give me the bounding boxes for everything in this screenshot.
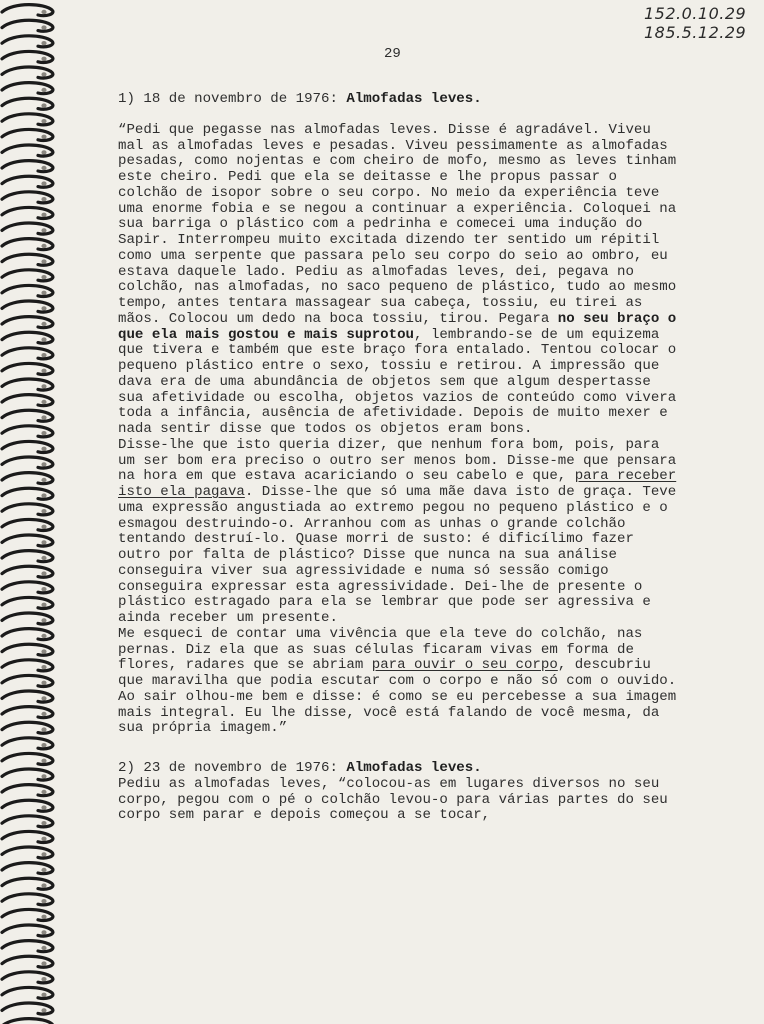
punch-hole (41, 727, 46, 731)
handwritten-line: 185.5.12.29 (644, 23, 747, 42)
text-run: Disse-lhe que isto queria dizer, que nenhum fora bom, pois, para um ser bom era preciso o outro ser menos bom. Disse-me que pensara na hora em que estava acariciando o seu cabelo e que, (118, 436, 677, 485)
punch-hole (41, 244, 46, 248)
entry-heading (118, 761, 678, 777)
spiral-coil (2, 1019, 53, 1024)
punch-hole (41, 587, 46, 591)
text-run: “Pedi que pegasse nas almofadas leves. Disse é agradável. Viveu mal as almofadas leves e pesadas. Viveu pessimamente as almofadas pesadas, como nojentas e com cheiro de mofo, mesmo as leves tinham este cheiro. Pedi que ela se deitasse e lhe propus passar o colchão de isopor sobre o seu corpo. No meio da experiência teve uma enorme fobia e se negou a continuar a experiência. Coloquei na sua barriga o plástico com a pedrinha e comecei uma indução do Sapir. Interrompeu muito excitada dizendo ter sentido um répitil como uma serpente que passara pelo seu corpo do seio ao ombro, eu estava daquele lado. Pediu as almofadas leves, dei, pegava no colchão, nas almofadas, no saco pequeno de plástico, tudo ao mesmo tempo, antes tentara massagear sua cabeça, tossiu, eu tirei as mãos. Colocou um dedo na boca tossiu, tirou. Pegara (118, 121, 677, 327)
punch-hole (41, 868, 46, 872)
punch-hole (41, 415, 46, 419)
punch-hole (41, 103, 46, 107)
punch-hole (41, 837, 46, 841)
underlined-text: para ouvir o seu corpo (371, 657, 558, 674)
punch-hole (41, 57, 46, 61)
punch-hole (41, 431, 46, 435)
punch-hole (41, 618, 46, 622)
punch-hole (41, 790, 46, 794)
text-run: , lembrando-se de um equizema que tivera e também que este braço fora entalado. Tentou colocar o pequeno plástico entre o sexo, tossiu e retirou. A impressão que dava era de uma abundância de objetos sem que algum despertasse sua afetividade ou escolha, objetos vazios de conteúdo como vivera toda a infância, ausência de afetividade. Depois de muito mexer e nada sentir disse que todos os objetos eram bons. (118, 326, 677, 437)
paragraph: Pediu as almofadas leves, “colocou-as em lugares diversos no seu corpo, pegou com o pé o colchão levou-o para várias partes do seu corpo sem parar e depois começou a se tocar, (118, 775, 668, 824)
punch-hole (41, 712, 46, 716)
text-run: . Disse-lhe que só uma mãe dava isto de graça. Teve uma expressão angustiada ao extremo pegou no pequeno plástico e o esmagou destruindo-o. Arranhou com as unhas o grande colchão tentando destruí-lo. Quase morri de susto: é dificílimo fazer outro por falta de plástico? Disse que nunca na sua análise conseguira viver sua agressividade e numa só sessão comigo conseguira expressar esta agressividade. Dei-lhe de presente o plástico estragado para ela se lembrar que pode ser agressiva e ainda receber um presente. (118, 484, 677, 626)
punch-hole (41, 977, 46, 981)
entry-heading (118, 92, 678, 108)
punch-hole (41, 743, 46, 747)
punch-hole (41, 119, 46, 123)
punch-hole (41, 899, 46, 903)
punch-hole (41, 72, 46, 76)
entry-title: Almofadas leves. (346, 91, 482, 107)
punch-hole (41, 540, 46, 544)
text-run: Me esqueci de contar uma vivência que ela teve do colchão, nas pernas. Diz ela que as suas células ficaram vivas em forma de flores, radares que se abriam (118, 625, 643, 674)
punch-hole (41, 509, 46, 513)
punch-hole (41, 805, 46, 809)
underlined-text: para receber isto ela pagava (118, 468, 677, 500)
punch-hole (41, 883, 46, 887)
punch-hole (41, 696, 46, 700)
paragraph (118, 627, 678, 690)
punch-hole (41, 525, 46, 529)
punch-hole (41, 25, 46, 29)
paragraph (118, 123, 678, 438)
punch-hole (41, 181, 46, 185)
entry-title: Almofadas leves. (346, 760, 482, 776)
bold-text: no seu braço o que ela mais gostou e mais suprotou (118, 310, 677, 343)
punch-hole (41, 915, 46, 919)
punch-hole (41, 10, 46, 14)
punch-hole (41, 462, 46, 466)
punch-hole (41, 400, 46, 404)
punch-hole (41, 322, 46, 326)
punch-hole (41, 306, 46, 310)
punch-hole (41, 946, 46, 950)
text-run: , descubriu que maravilha que podia escutar com o corpo e não só com o ouvido. (118, 657, 677, 689)
punch-hole (41, 384, 46, 388)
punch-hole (41, 634, 46, 638)
punch-hole (41, 993, 46, 997)
punch-hole (41, 228, 46, 232)
punch-hole (41, 197, 46, 201)
punch-hole (41, 665, 46, 669)
punch-hole (41, 493, 46, 497)
punch-hole (41, 369, 46, 373)
punch-hole (41, 150, 46, 154)
punch-hole (41, 291, 46, 295)
punch-hole (41, 852, 46, 856)
handwritten-note (644, 4, 756, 42)
punch-hole (41, 275, 46, 279)
punch-hole (41, 821, 46, 825)
punch-hole (41, 88, 46, 92)
punch-hole (41, 556, 46, 560)
punch-hole (41, 759, 46, 763)
punch-hole (41, 447, 46, 451)
punch-hole (41, 649, 46, 653)
punch-hole (41, 259, 46, 263)
punch-hole (41, 571, 46, 575)
spacer (118, 737, 678, 761)
spiral-binding (0, 0, 62, 1024)
document-body (118, 92, 678, 824)
punch-hole (41, 166, 46, 170)
entry-date: 1) 18 de novembro de 1976: (118, 91, 347, 107)
punch-hole (41, 1008, 46, 1012)
punch-hole (41, 478, 46, 482)
paragraph: Ao sair olhou-me bem e disse: é como se eu percebesse a sua imagem mais integral. Eu lhe disse, você está falando de você mesma, da sua própria imagem.” (118, 688, 677, 737)
punch-hole (41, 213, 46, 217)
punch-hole (41, 930, 46, 934)
punch-hole (41, 774, 46, 778)
page-number: 29 (384, 46, 401, 62)
handwritten-line: 152.0.10.29 (644, 4, 747, 23)
entry-date: 2) 23 de novembro de 1976: (118, 760, 347, 776)
punch-hole (41, 961, 46, 965)
punch-hole (41, 337, 46, 341)
punch-hole (41, 681, 46, 685)
punch-hole (41, 41, 46, 45)
punch-hole (41, 353, 46, 357)
punch-hole (41, 135, 46, 139)
punch-hole (41, 603, 46, 607)
paragraph (118, 438, 678, 627)
